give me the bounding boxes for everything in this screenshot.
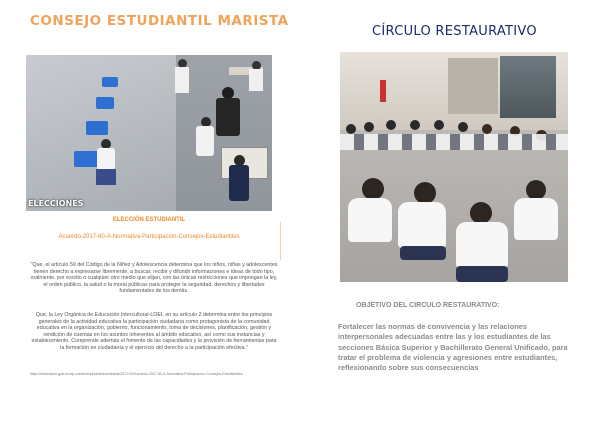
council-title: CONSEJO ESTUDIANTIL MARISTA [30, 13, 289, 29]
vertical-divider [280, 222, 281, 260]
elections-photo [26, 55, 272, 211]
article-paragraph-1: "Que, el artículo 59 del Código de la Niñez y Adolescencia determina que los niños, niñas y adolescentes tienen derecho a expresarse libremente, a buscar, recibir y difundir informaciones e ideas de todo tipo, oralmente, por escrito o cualquier otro medio que elijan, con las únicas restricciones que impongan la ley, el orden público, la salud o la moral públicas para proteger la seguridad, derechos y libertades fundamentales de los demás. [30, 262, 278, 295]
objective-text: Fortalecer las normas de convivencia y las relaciones interpersonales adecuadas entre las y los estudiantes de las secciones Básica Superior y Bachillerato General Unificado, para tratar el problema de violencia y agresiones entre estudiantes, reflexionando sobre sus consecuencias [338, 322, 568, 373]
restorative-circle-title: CÍRCULO RESTAURATIVO [372, 24, 537, 39]
article-paragraph-2: Que, la Ley Orgánica de Educación Intercultural-LOEI, en su artículo 2 determina entre los principios generales de la actividad educativa la participación ciudadana como protagonista de la comunidad educativa en la organización, gobierno, funcionamiento, toma de decisiones, planificación, gestión y rendición de cuentas en los asuntos inherentes al ámbito educativo, así como sus instancias y establecimiento. Comprende además el fomento de las capacidades y la provisión de herramientas para la formación en ciudadanía y el ejercicio del derecho a la participación efectiva." [31, 312, 277, 351]
election-section-label: ELECCIÓN ESTUDIANTIL [112, 217, 186, 223]
restorative-circle-photo [340, 52, 568, 282]
source-url[interactable]: https://educacion.gob.ec/wp-content/uploads/downloads/2017/10/Acuerdo-2017-60-A-Normativa-Participacion-Consejos-Estudiantiles [30, 372, 243, 376]
objective-heading: OBJETIVO DEL CIRCULO RESTAURATIVO: [356, 302, 500, 309]
photo-caption: ELECCIONES [28, 199, 84, 208]
agreement-link[interactable]: Acuerdo-2017-60-A-Normativa-Participacion-Consejos-Estudiantiles [58, 234, 240, 240]
